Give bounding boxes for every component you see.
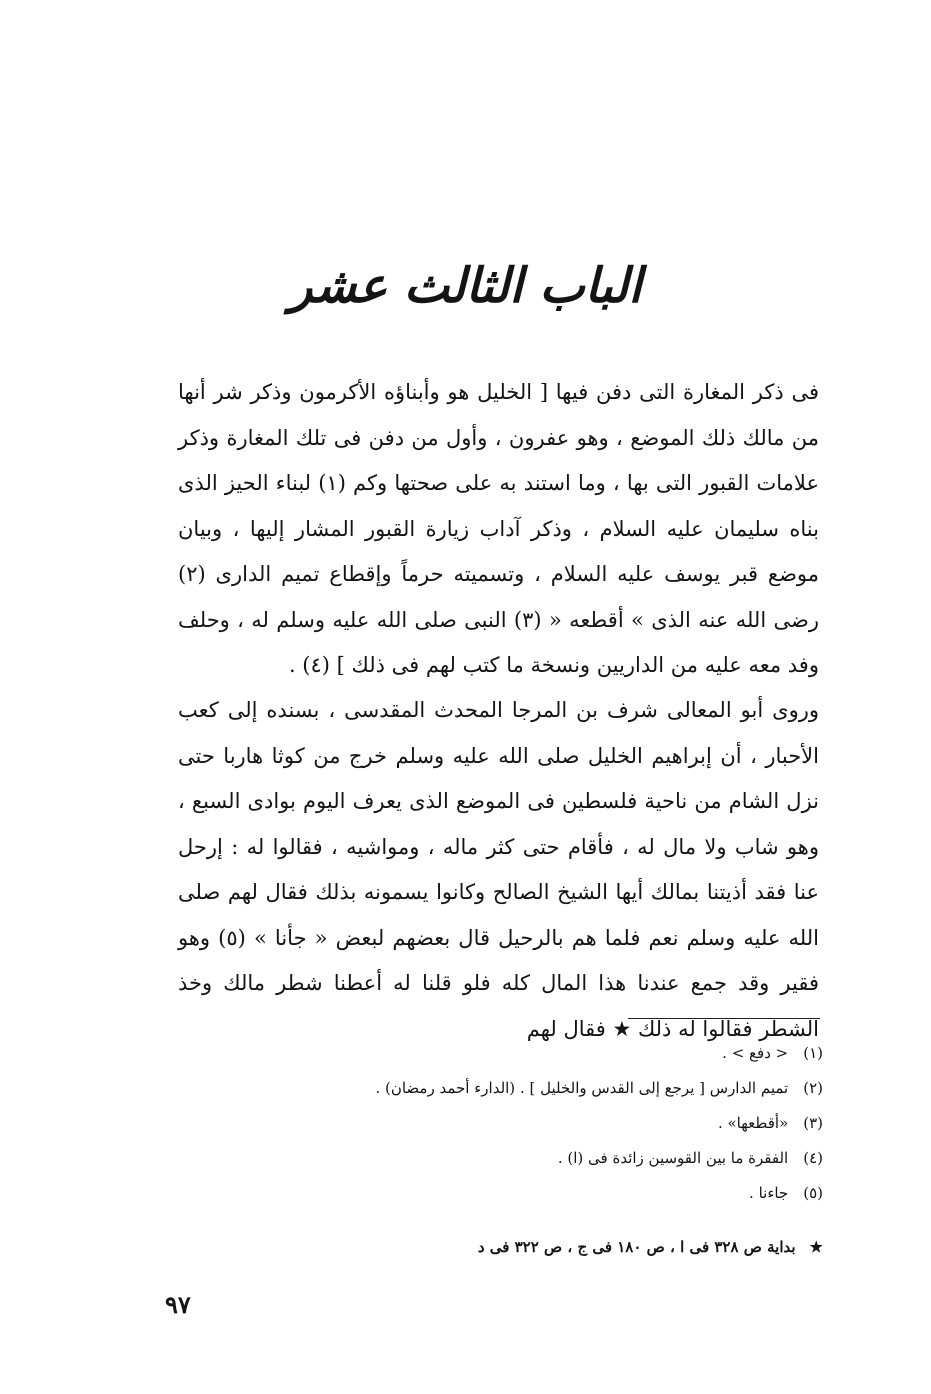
footnote-text: تميم الدارس [ يرجع إلى القدس والخليل ] . (الدارء أحمد رمضان) . xyxy=(375,1079,789,1097)
footnote-item xyxy=(203,1071,823,1106)
star-icon: ★ xyxy=(809,1238,823,1256)
footnote-item xyxy=(203,1176,823,1211)
footnote-number: (٢) xyxy=(803,1079,823,1097)
footnote-text: < دفع > . xyxy=(722,1044,789,1062)
footnote-number: (٤) xyxy=(803,1149,823,1167)
footnote-item xyxy=(203,1141,823,1176)
paragraph-chapter-summary: فى ذكر المغارة التى دفن فيها [ الخليل هو وأبناؤه الأكرمون وذكر شر أنها من مالك ذلك الموضع ، وهو عفرون ، وأول من دفن فى تلك المغارة وذكر علامات القبور التى بها ، وما استند به على صحتها وكم (١) لبناء الحيز الذى بناه سليمان عليه السلام ، وذكر آداب زيارة القبور المشار إليها ، وبيان موضع قبر يوسف عليه السلام ، وتسميته حرماً وإقطاع تميم الدارى (٢) رضى الله عنه الذى » أقطعه « (٣) النبى صلى الله عليه وسلم له ، وحلف وفد معه عليه من الداريين ونسخة ما كتب لهم فى ذلك ] (٤) . xyxy=(178,380,819,677)
chapter-title: الباب الثالث عشر xyxy=(289,258,642,314)
footnote-number: (١) xyxy=(803,1044,823,1062)
manuscript-page-note xyxy=(478,1238,823,1256)
paragraph-narration: وروى أبو المعالى شرف بن المرجا المحدث المقدسى ، بسنده إلى كعب الأحبار ، أن إبراهيم الخليل صلى الله عليه وسلم خرج من كوثا هاربا حتى نزل الشام من ناحية فلسطين فى الموضع الذى يعرف اليوم بوادى السبع ، وهو شاب ولا مال له ، فأقام حتى كثر ماله ، ومواشيه ، فقالوا له : إرحل عنا فقد أذيتنا بمالك أيها الشيخ الصالح وكانوا يسمونه بذلك فقال لهم صلى الله عليه وسلم نعم فلما هم بالرحيل قال بعضهم لبعض « جأنا » (٥) وهو فقير وقد جمع عندنا هذا المال كله فلو قلنا له أعطنا شطر مالك وخذ الشطر فقالوا له ذلك ★ فقال لهم xyxy=(178,698,819,1041)
manuscript-page-note-text: بداية ص ٣٢٨ فى ا ، ص ١٨٠ فى ج ، ص ٣٢٢ فى د xyxy=(477,1238,796,1256)
footnotes xyxy=(203,1036,823,1211)
footnote-text: جاءنا . xyxy=(749,1184,789,1202)
footnote-item xyxy=(203,1106,823,1141)
footnote-number: (٣) xyxy=(803,1114,823,1132)
page-number: ٩٧ xyxy=(165,1290,191,1319)
footnote-text: الفقرة ما بين القوسين زائدة فى (ا) . xyxy=(557,1149,789,1167)
footnote-item xyxy=(203,1036,823,1071)
footnote-divider xyxy=(628,1018,820,1019)
footnote-number: (٥) xyxy=(803,1184,823,1202)
footnote-text: «أقطعها» . xyxy=(717,1114,789,1132)
